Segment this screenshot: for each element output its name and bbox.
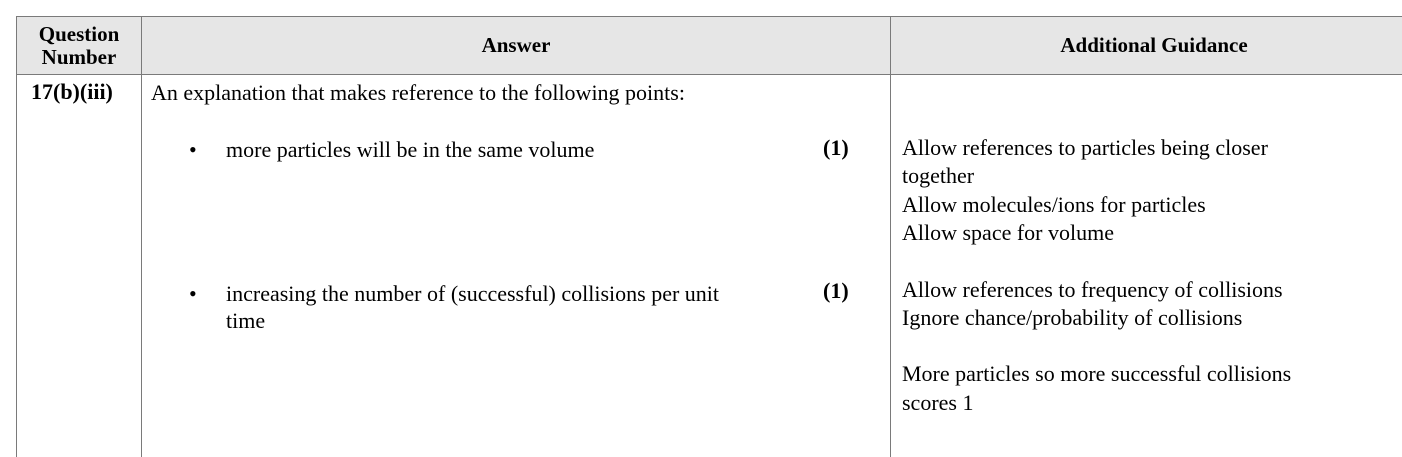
mark-point-2: (1) [823, 278, 849, 303]
guidance-2-line-1: Allow references to frequency of collisions [902, 277, 1283, 302]
header-question-number [17, 17, 141, 74]
mark-scheme-table [16, 16, 1402, 457]
guidance-1-line-3: Allow molecules/ions for particles [902, 192, 1206, 217]
answer-intro: An explanation that makes reference to the following points: [151, 80, 685, 105]
column-divider [890, 17, 891, 457]
header-question-number-text: Question Number [38, 21, 120, 69]
guidance-extra-line-2: scores 1 [902, 390, 974, 415]
column-divider [141, 17, 142, 457]
header-answer: Answer [481, 33, 551, 57]
guidance-2-line-2: Ignore chance/probability of collisions [902, 305, 1243, 330]
mark-point-1: (1) [823, 135, 849, 160]
guidance-1-line-4: Allow space for volume [902, 220, 1114, 245]
bullet-marker: • [189, 137, 197, 162]
bullet-marker: • [189, 281, 197, 306]
question-number: 17(b)(iii) [31, 79, 113, 104]
header-additional-guidance: Additional Guidance [1060, 33, 1248, 57]
answer-point-2-line-1: increasing the number of (successful) collisions per unit [226, 281, 720, 306]
answer-point-2-line-2: time [226, 308, 266, 333]
answer-point-1: more particles will be in the same volume [226, 137, 595, 162]
guidance-1-line-2: together [902, 163, 975, 188]
guidance-1-line-1: Allow references to particles being closer [902, 135, 1268, 160]
guidance-extra-line-1: More particles so more successful collisions [902, 361, 1292, 386]
